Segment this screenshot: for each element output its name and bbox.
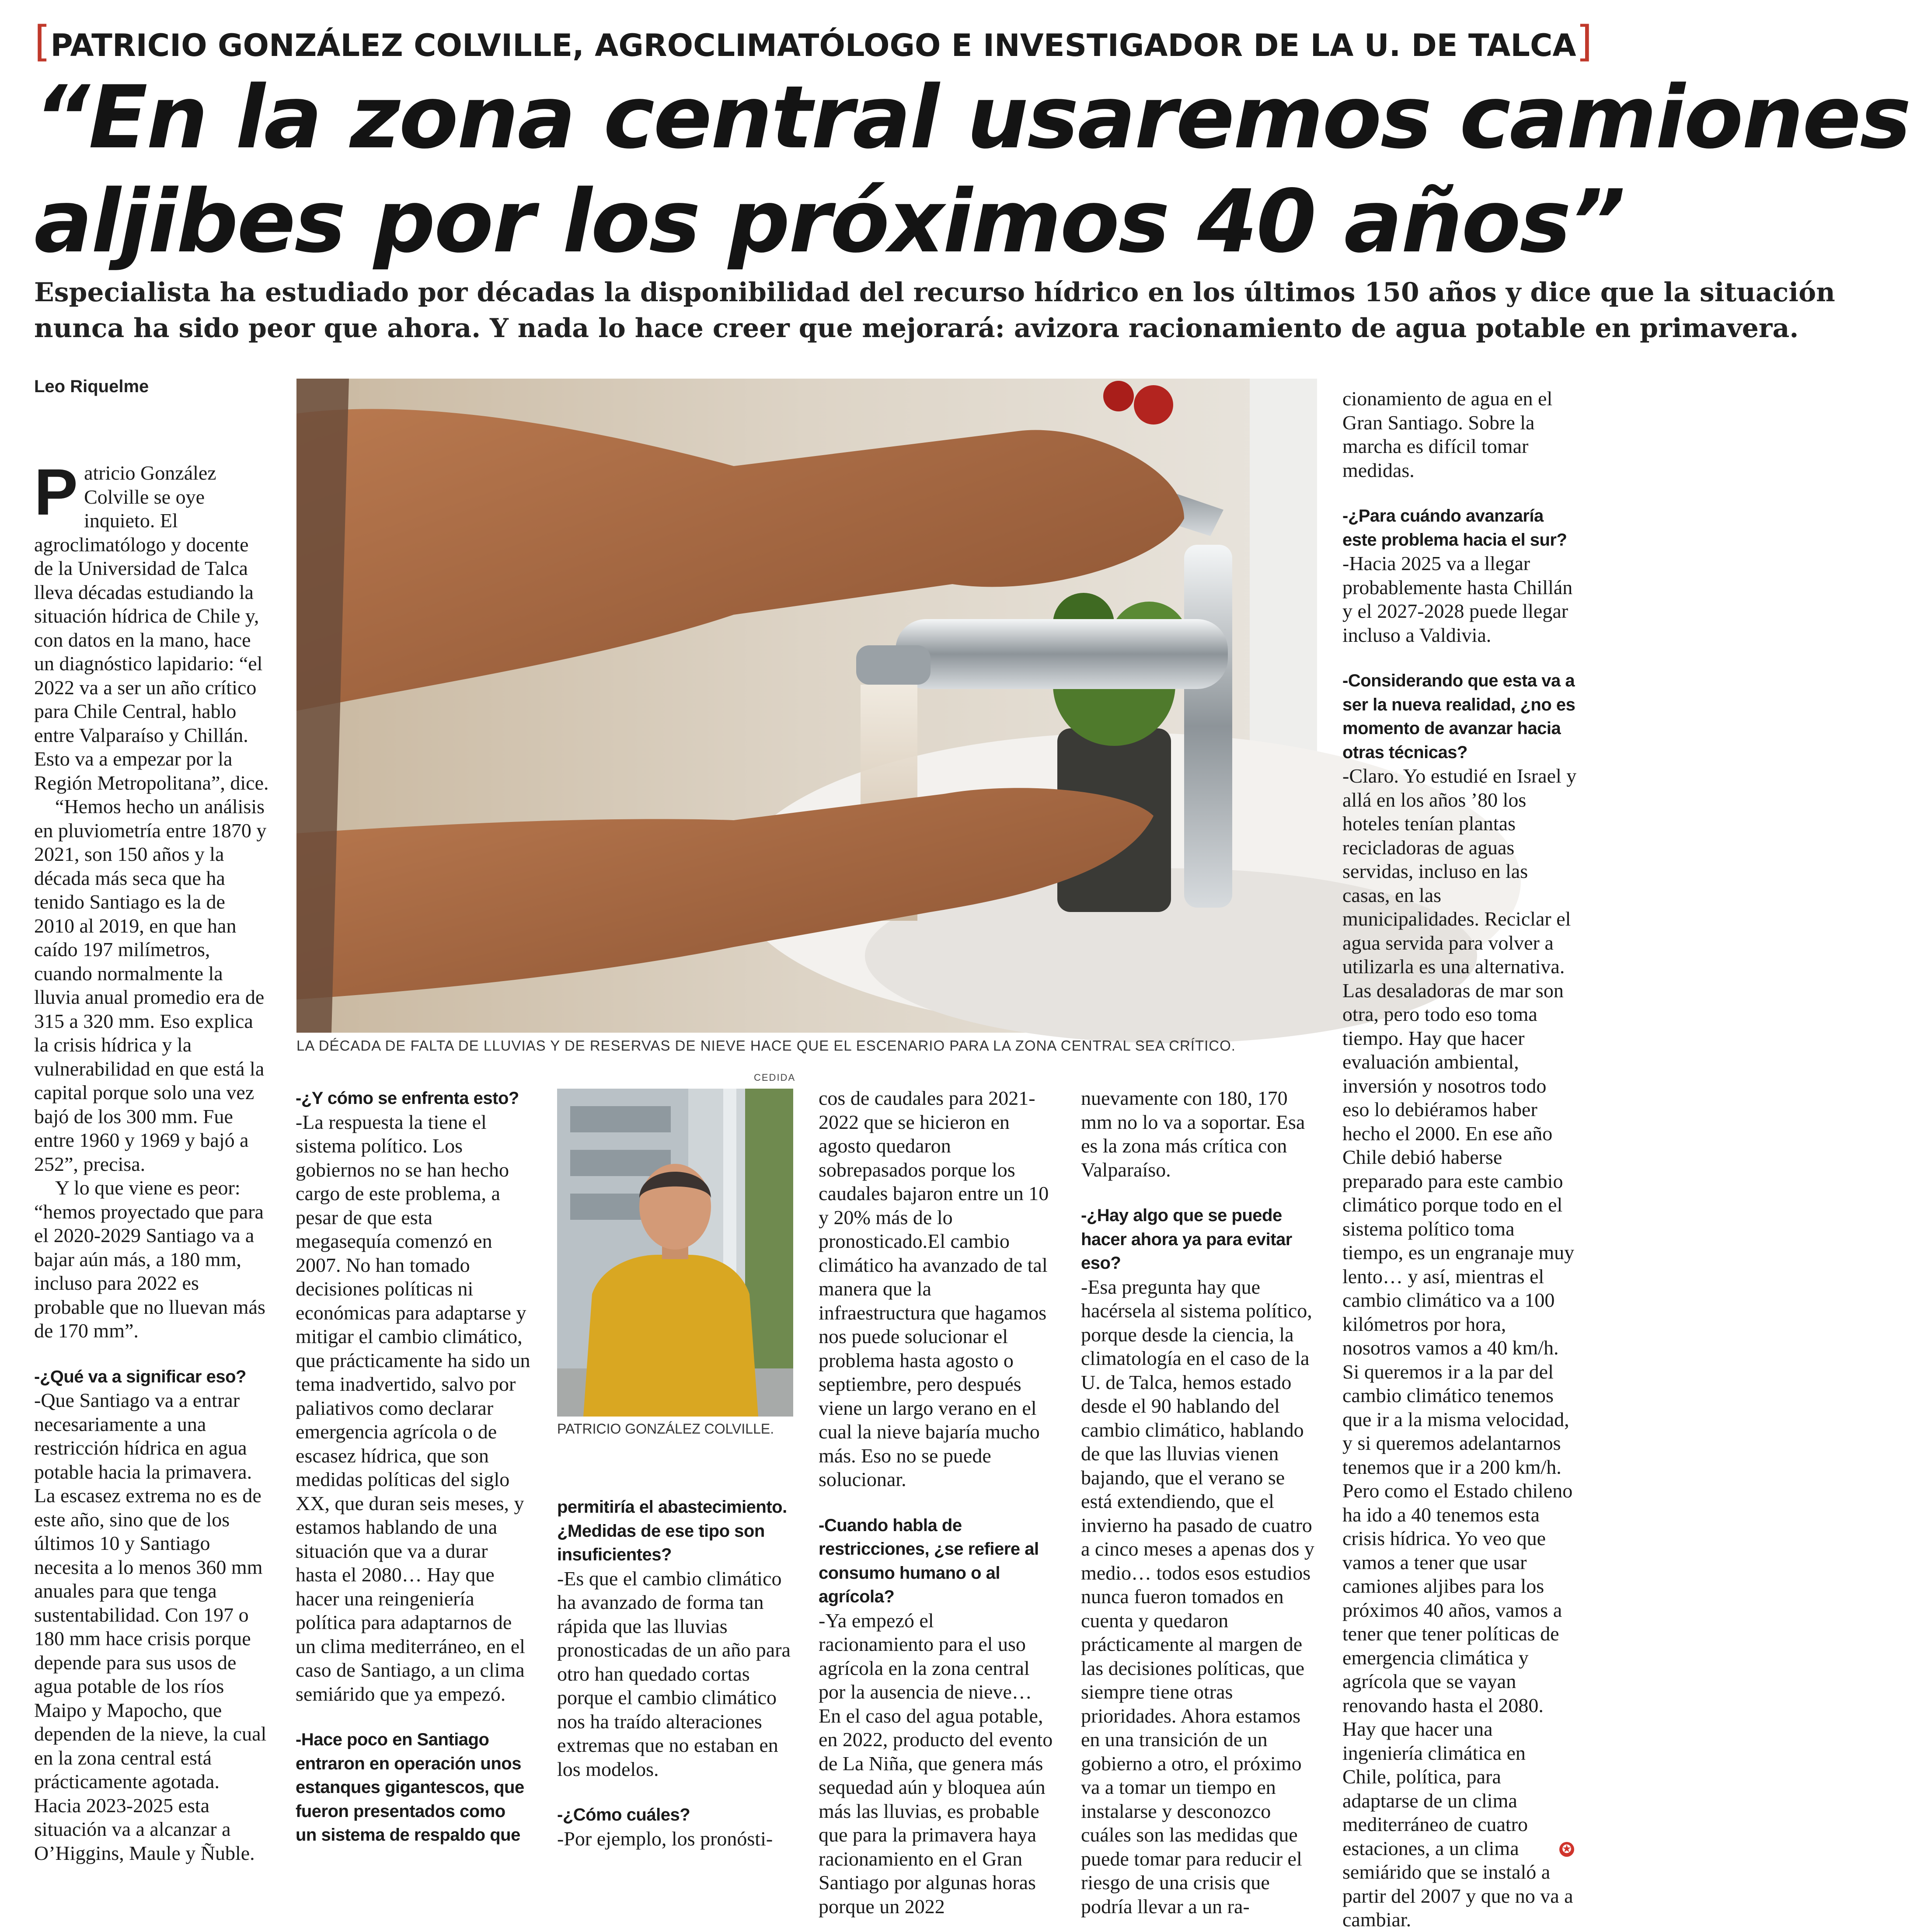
kicker-open-bracket: [ — [34, 17, 51, 66]
byline: Leo Riquelme — [34, 377, 149, 396]
col4-answer-1: cos de caudales para 2021-2022 que se hicieron en agosto quedaron sobrepasados porque los caudales bajaron entre un 10 y 20% más de lo pronosticado.El cambio climático ha avanzado de tal manera que la infraestructura que hagamos nos puede solucionar el problema hasta agosto o septiembre, pero después viene un largo verano en el cual la nieve bajaría mucho más. Eso no se puede solucionar. — [819, 1087, 1049, 1490]
col1-paragraph-1: atricio González Colville se oye inquieto. El agroclimatólogo y docente de la Universidad de Talca lleva décadas estudiando la situación hídrica de Chile y, con datos en la mano, hace un diagnóstico lapidario: “el 2022 va a ser un año crítico para Chile Central, hablo entre Valparaíso y Chillán. Esto va a empezar por la Región Metropolitana”, dice. — [34, 462, 269, 794]
column-4 — [819, 1086, 1053, 1918]
col6-question-1: -¿Para cuándo avanzaría este problema hacia el sur? — [1342, 506, 1567, 550]
col1-paragraph-2: “Hemos hecho un análisis en pluviometría entre 1870 y 2021, son 150 años y la década más seca que ha tenido Santiago es la de 2010 al 2019, en que han caído 197 milímetros, cuando normalmente la lluvia anual promedio era de 315 a 320 mm. Eso explica la crisis hídrica y la vulnerabilidad en que está la capital porque solo una vez bajó de los 300 mm. Fue entre 1960 y 1969 y bajó a 252”, precisa. — [34, 795, 267, 1175]
col3-answer-1: -Es que el cambio climático ha avanzado de forma tan rápida que las lluvias pronosticadas de un año para otro han quedado cortas porque el cambio climático nos ha traído alteraciones extremas que no estaban en los modelos. — [557, 1567, 791, 1780]
col6-answer-1: cionamiento de agua en el Gran Santiago. Sobre la marcha es difícil tomar medidas. — [1342, 387, 1553, 481]
col3-question-2: -¿Cómo cuáles? — [557, 1805, 690, 1824]
col6-answer-3: -Claro. Yo estudié en Israel y allá en los años ’80 los hoteles tenían plantas recicladoras de aguas servidas, incluso en las casas, en las municipalidades. Reciclar el agua servida para volver a utilizarla es una alternativa. Las desaladoras de mar son otra, pero todo eso toma tiempo. Hay que hacer evaluación ambiental, inversión y nosotros todo eso lo debiéramos haber hecho el 2000. En ese año Chile debió haberse preparado para este cambio climático porque todo en el sistema político toma tiempo, es un engranaje muy lento… y así, mientras el cambio climático va a 100 kilómetros por hora, nosotros vamos a 40 km/h. Si queremos ir a la par del cambio climático tenemos que ir a la misma velocidad, y si queremos adelantarnos tenemos que ir a 200 km/h. Pero como el Estado chileno ha ido a 40 tenemos esta crisis hídrica. Yo veo que vamos a tener que usar camiones aljibes para los próximos 40 años, vamos a tener que tener políticas de emergencia climática y agrícola que se vayan renovando hasta el 2080. Hay que hacer una ingeniería climática en Chile, política, para adaptarse de un clima mediterráneo de cuatro estaciones, a un clima semiárido que se instaló a partir del 2007 y que no va a cambiar. — [1342, 765, 1577, 1931]
col2-answer-1: -La respuesta la tiene el sistema político. Los gobiernos no se han hecho cargo de este problema, a pesar de que esta megasequía comenzó en 2007. No han tomado decisiones políticas ni económicas para adaptarse y mitigar el cambio climático, que prácticamente ha sido un tema inadvertido, salvo por paliativos como declarar emergencia agrícola o de escasez hídrica, que son medidas políticas del siglo XX, que duran seis meses, y estamos hablando de una situación que va a durar hasta el 2080… Hay que hacer una reingeniería política para adaptarnos de un clima mediterráneo, en el caso de Santiago, a un clima semiárido que ya empezó. — [296, 1110, 530, 1705]
column-6 — [1342, 387, 1577, 1932]
col6-answer-2: -Hacia 2025 va a llegar probablemente hasta Chillán y el 2027-2028 puede llegar incluso a Valdivia. — [1342, 552, 1573, 646]
col4-answer-2: -Ya empezó el racionamiento para el uso agrícola en la zona central por la ausencia de nieve… En el caso del agua potable, en 2022, producto del evento de La Niña, que genera más sequedad aún y bloquea aún más las lluvias, es probable que para la primavera haya racionamiento en el Gran Santiago por algunas horas porque un 2022 — [819, 1609, 1053, 1918]
headline — [34, 66, 1910, 274]
column-3 — [557, 1495, 792, 1851]
col1-question-1: -¿Qué va a significar eso? — [34, 1367, 246, 1386]
deck-line-1: Especialista ha estudiado por décadas la disponibilidad del recurso hídrico en los últimos 150 años y dice que la situación — [34, 277, 1835, 308]
kicker — [34, 17, 1593, 66]
col3-question-1: permitiría el abastecimiento. ¿Medidas de ese tipo son insuficientes? — [557, 1497, 787, 1564]
column-2 — [296, 1086, 530, 1847]
col2-question-2: -Hace poco en Santiago entraron en operación unos estanques gigantescos, que fueron presentados como un sistema de respaldo que — [296, 1730, 524, 1845]
end-mark-icon: ✪ — [1559, 1842, 1574, 1857]
col6-question-2: -Considerando que esta va a ser la nueva realidad, ¿no es momento de avanzar hacia otras técnicas? — [1342, 671, 1575, 762]
col3-answer-2: -Por ejemplo, los pronósti- — [557, 1827, 773, 1850]
photo-credit: CEDIDA — [754, 1072, 796, 1083]
deck-line-2: nunca ha sido peor que ahora. Y nada lo hace creer que mejorará: avizora racionamiento de agua potable en primavera. — [34, 313, 1799, 344]
col5-answer-2: -Esa pregunta hay que hacérsela al sistema político, porque desde la ciencia, la climatología en el caso de la U. de Talca, hemos estado desde el 90 hablando del cambio climático, hablando de que las lluvias vienen bajando, que el verano se está extendiendo, que el invierno ha pasado de cuatro a cinco meses a apenas dos y medio… todos esos estudios nunca fueron tomados en cuenta y quedaron prácticamente al margen de las decisiones políticas, que siempre tiene otras prioridades. Ahora estamos en una transición de un gobierno a otro, el próximo va a tomar un tiempo en instalarse y desconozco cuáles son las medidas que puede tomar para reducir el riesgo de una crisis que podría llevar a un ra- — [1081, 1275, 1314, 1918]
col1-answer-1: -Que Santiago va a entrar necesariamente a una restricción hídrica en agua potable hacia la primavera. La escasez extrema no es de este año, sino que de los últimos 10 y Santiago necesita a lo menos 360 mm anuales para que tenga sustentabilidad. Con 197 o 180 mm hace crisis porque depende para sus usos de agua potable de los ríos Maipo y Mapocho, que dependen de la nieve, la cual en la zona central está prácticamente agotada. Hacia 2023-2025 esta situación va a alcanzar a O’Higgins, Maule y Ñuble. — [34, 1389, 267, 1864]
col1-paragraph-3: Y lo que viene es peor: “hemos proyectado que para el 2020-2029 Santiago va a bajar aún más, a 180 mm, incluso para 2022 es probable que no lluevan más de 170 mm”. — [34, 1177, 265, 1342]
col2-question-1: -¿Y cómo se enfrenta esto? — [296, 1089, 519, 1108]
deck-summary — [34, 275, 1835, 346]
main-photo-faucet — [296, 379, 1317, 1033]
col5-answer-1: nuevamente con 180, 170 mm no lo va a soportar. Esa es la zona más crítica con Valparaíso. — [1081, 1087, 1305, 1181]
column-5 — [1081, 1086, 1316, 1918]
kicker-text: PATRICIO GONZÁLEZ COLVILLE, AGROCLIMATÓLOGO E INVESTIGADOR DE LA U. DE TALCA — [50, 28, 1576, 63]
drop-cap: P — [34, 455, 78, 529]
portrait-caption: PATRICIO GONZÁLEZ COLVILLE. — [557, 1421, 774, 1437]
kicker-close-bracket: ] — [1576, 17, 1593, 66]
column-1 — [34, 455, 269, 1865]
headline-line-1: “En la zona central usaremos camiones — [34, 67, 1910, 168]
photo-caption: LA DÉCADA DE FALTA DE LLUVIAS Y DE RESERVAS DE NIEVE HACE QUE EL ESCENARIO PARA LA ZONA CENTRAL SEA CRÍTICO. — [296, 1037, 1236, 1054]
headline-line-2: aljibes por los próximos 40 años” — [34, 171, 1624, 272]
col5-question-1: -¿Hay algo que se puede hacer ahora ya para evitar eso? — [1081, 1206, 1292, 1273]
col4-question-1: -Cuando habla de restricciones, ¿se refiere al consumo humano o al agrícola? — [819, 1515, 1039, 1606]
portrait-photo — [557, 1089, 793, 1417]
